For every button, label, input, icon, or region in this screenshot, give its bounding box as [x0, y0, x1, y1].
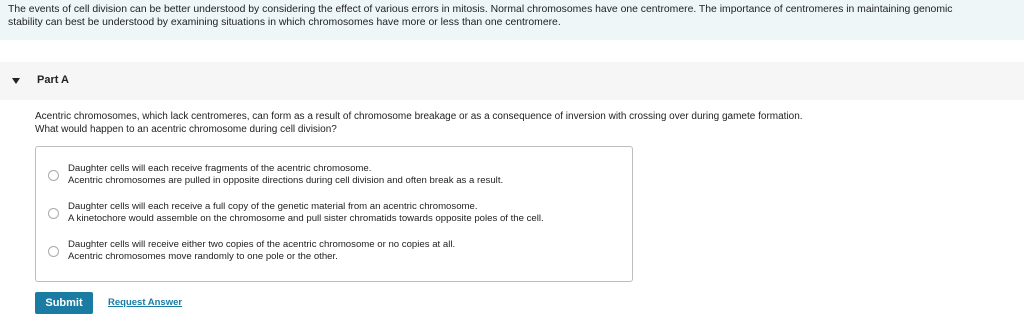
question-text-line-1: Acentric chromosomes, which lack centromeres, can form as a result of chromosome breakage or as a consequence of inversion with crossing over during gamete formation.: [35, 111, 803, 122]
choice-statement: Daughter cells will each receive a full copy of the genetic material from an acentric chromosome.: [68, 201, 478, 212]
submit-button[interactable]: Submit: [35, 292, 93, 314]
question-prompt: [35, 111, 935, 136]
choice-text: [68, 163, 503, 187]
choice-text: [68, 201, 544, 225]
answer-choice-1[interactable]: [36, 163, 632, 195]
question-text-line-2: What would happen to an acentric chromosome during cell division?: [35, 123, 337, 135]
request-answer-link[interactable]: Request Answer: [108, 297, 183, 308]
radio-button-icon[interactable]: [48, 246, 59, 257]
choice-statement: Daughter cells will receive either two copies of the acentric chromosome or no copies at all.: [68, 239, 456, 250]
choice-explanation: Acentric chromosomes move randomly to one pole or the other.: [68, 251, 338, 262]
choice-statement: Daughter cells will each receive fragments of the acentric chromosome.: [68, 163, 372, 174]
intro-text-line-2: stability can best be understood by examining situations in which chromosomes have more or less than one centromere.: [8, 17, 561, 28]
answer-choices: [35, 146, 633, 282]
intro-panel: [0, 0, 1024, 40]
radio-button-icon[interactable]: [48, 170, 59, 181]
part-a-header[interactable]: [0, 62, 1024, 100]
answer-choice-2[interactable]: [36, 201, 632, 233]
choice-explanation: A kinetochore would assemble on the chromosome and pull sister chromatids towards opposite poles of the cell.: [68, 213, 544, 224]
part-title: Part A: [37, 74, 69, 86]
answer-choice-3[interactable]: [36, 239, 632, 271]
intro-text-line-1: The events of cell division can be better understood by considering the effect of various errors in mitosis. Normal chromosomes have one centromere. The importance of centromeres in maintaining genomic: [8, 4, 953, 15]
choice-text: [68, 239, 455, 263]
choice-explanation: Acentric chromosomes are pulled in opposite directions during cell division and often break as a result.: [68, 175, 504, 186]
radio-button-icon[interactable]: [48, 208, 59, 219]
collapse-triangle-icon[interactable]: [12, 78, 20, 84]
